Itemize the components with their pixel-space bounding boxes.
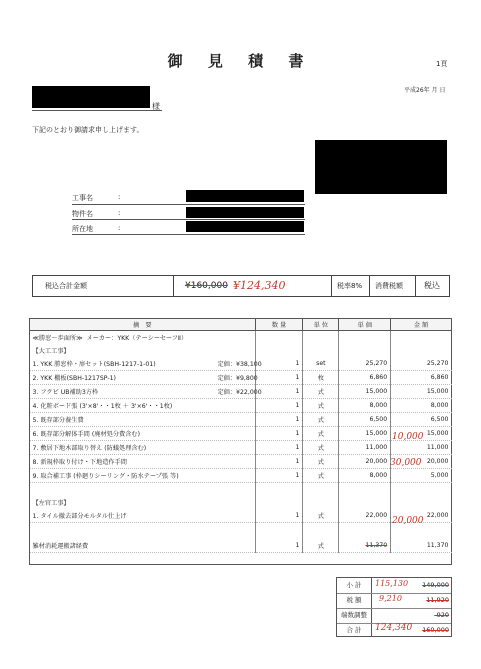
header-amount: 金 額 <box>391 319 452 331</box>
table-heading-row <box>30 331 452 345</box>
tax-label: 消費税額 <box>375 282 403 290</box>
summary-box <box>336 577 452 637</box>
property-colon: : <box>118 209 121 217</box>
item-desc <box>30 441 256 455</box>
tax-amount-label: 税 額 <box>346 596 362 604</box>
item-desc <box>30 357 262 371</box>
section-plastering: 【左官工事】 <box>32 500 70 507</box>
item-desc-text: 7. 敷居下地木部取り替え (防蟻処理含む) <box>32 445 147 452</box>
item-amount: 15,000 <box>391 385 452 399</box>
item-list-price: 定価：¥9,800 <box>217 375 258 382</box>
item-desc-text: 4. 化粧ボード張 (3'×8'・・1枚 ＋ 3'×6'・・1枚) <box>32 403 173 410</box>
section-row <box>30 496 452 509</box>
item-price: 6,500 <box>339 413 391 427</box>
table-row <box>30 427 452 441</box>
table-row <box>30 399 452 413</box>
property-underline <box>72 219 305 220</box>
item-qty: 1 <box>255 427 303 441</box>
item-unit: 式 <box>303 441 339 455</box>
item-price: 22,000 <box>339 509 391 523</box>
table-row <box>30 539 452 553</box>
item-list-price: 定価：¥38,100 <box>217 361 262 368</box>
item-desc-text: 5. 既存部分養生費 <box>32 417 84 424</box>
recipient-underline <box>32 110 162 111</box>
item-desc-text: 2. YKK 棚板(SBH-1217SP-1) <box>32 375 116 382</box>
item-unit: 式 <box>303 509 339 523</box>
item-amount: 5,000 <box>391 469 452 483</box>
adjust-row <box>337 608 451 624</box>
item-unit: 式 <box>303 413 339 427</box>
adjust-label: 端数調整 <box>341 611 367 619</box>
item-qty: 1 <box>255 413 303 427</box>
redacted-issuer <box>315 140 447 194</box>
redacted-project <box>186 190 304 202</box>
items-table <box>29 318 452 553</box>
item-unit: 式 <box>303 427 339 441</box>
item-unit: set <box>303 357 339 371</box>
item-price: 8,000 <box>339 469 391 483</box>
item-amount: 6,860 <box>391 371 452 385</box>
tax-value: 税込 <box>424 281 440 290</box>
property-label: 物件名 <box>72 210 93 218</box>
item-qty: 1 <box>255 509 303 523</box>
item-desc <box>30 455 256 469</box>
item-qty: 1 <box>255 469 303 483</box>
item-amount: 25,270 <box>391 357 452 371</box>
address-underline <box>72 234 305 235</box>
item-desc-text: 9. 取合補工事 (枠廻りシーリング・防水テープ張 等) <box>32 473 179 480</box>
total-amount-handwritten: ¥124,340 <box>233 279 286 292</box>
item-qty: 1 <box>255 385 303 399</box>
item-qty: 1 <box>255 455 303 469</box>
table-row <box>30 441 452 455</box>
page-number: 1頁 <box>436 60 448 68</box>
item-price: 25,270 <box>339 357 391 371</box>
tax-amount-value: 11,920 <box>426 596 449 604</box>
project-label: 工事名 <box>72 194 93 202</box>
issue-date: 平成26年 月 日 <box>404 87 446 94</box>
address-label: 所在地 <box>72 225 93 233</box>
redacted-address <box>186 221 304 232</box>
item-price: 15,000 <box>339 427 391 441</box>
item-unit: 枚 <box>303 371 339 385</box>
room-heading: ≪勝窓〜歩面所≫ <box>32 335 83 342</box>
header-qty: 数 量 <box>255 319 303 331</box>
item-amount: 15,000 <box>391 427 452 441</box>
misc-desc: 雑材消耗運搬諸経費 <box>30 539 256 553</box>
project-underline <box>72 204 305 205</box>
handwritten-row8: 30,000 <box>390 458 422 468</box>
grand-total-handwritten: 124,340 <box>375 623 413 633</box>
item-price: 15,000 <box>339 385 391 399</box>
handwritten-left1: 20,000 <box>392 516 424 526</box>
item-desc <box>30 413 256 427</box>
grand-total-label: 合 計 <box>346 626 362 634</box>
misc-amount: 11,370 <box>391 539 452 553</box>
table-row <box>30 385 452 399</box>
grand-total-value: 160,000 <box>422 626 449 634</box>
item-qty: 1 <box>255 371 303 385</box>
misc-unit: 式 <box>303 539 339 553</box>
total-label: 税込合計金額 <box>45 282 87 290</box>
item-unit: 式 <box>303 385 339 399</box>
tax-handwritten: 9,210 <box>379 594 402 603</box>
item-desc <box>30 385 262 399</box>
item-desc <box>30 469 256 483</box>
total-amount-box <box>32 275 450 297</box>
table-row <box>30 371 452 385</box>
item-desc-text: 1. YKK 勝窓枠・扉セット(SBH-1217-1-01) <box>32 361 156 368</box>
section-row <box>30 344 452 357</box>
item-qty: 1 <box>255 357 303 371</box>
recipient-honorific: 様 <box>152 102 160 111</box>
grand-total-row <box>337 623 451 638</box>
intro-text: 下記のとおり御請求申し上げます。 <box>32 126 144 134</box>
address-colon: : <box>118 224 121 232</box>
table-row <box>30 509 452 523</box>
maker-note: メーカー：YKK（テーシーセーフⅡ） <box>86 335 188 342</box>
table-row <box>30 455 452 469</box>
item-price: 6,860 <box>339 371 391 385</box>
item-amount: 20,000 <box>391 455 452 469</box>
project-colon: : <box>118 193 121 201</box>
item-desc-text: 1. タイル撤去部分モルタル仕上げ <box>32 513 127 520</box>
tax-row <box>337 593 451 609</box>
item-amount: 8,000 <box>391 399 452 413</box>
item-unit: 式 <box>303 455 339 469</box>
redacted-recipient <box>32 86 150 108</box>
total-amount: ¥160,000 <box>185 281 228 291</box>
item-list-price: 定価：¥22,000 <box>217 389 262 396</box>
document-title: 御 見 積 書 <box>167 52 314 70</box>
item-desc <box>30 399 256 413</box>
header-desc: 摘 要 <box>30 319 256 331</box>
subtotal-row <box>337 578 451 594</box>
item-qty: 1 <box>255 399 303 413</box>
item-desc-text: 6. 既存部分解体手間 (廃材処分費含む) <box>32 431 140 438</box>
misc-qty: 1 <box>255 539 303 553</box>
item-price: 8,000 <box>339 399 391 413</box>
adjust-value: -920 <box>434 611 449 619</box>
table-row <box>30 469 452 483</box>
table-row <box>30 413 452 427</box>
tax-rate: 税率8% <box>337 282 363 290</box>
item-unit: 式 <box>303 469 339 483</box>
section-carpentry: 【大工工事】 <box>32 348 70 355</box>
subtotal-handwritten: 115,130 <box>375 579 409 588</box>
item-price: 11,000 <box>339 441 391 455</box>
table-row <box>30 357 452 371</box>
header-price: 単 価 <box>339 319 391 331</box>
item-amount: 11,000 <box>391 441 452 455</box>
subtotal-value: 149,000 <box>422 581 449 589</box>
item-price: 20,000 <box>339 455 391 469</box>
item-qty: 1 <box>255 441 303 455</box>
redacted-property <box>186 207 304 218</box>
item-desc-text: 3. フクビ UB補助3方枠 <box>32 389 99 396</box>
handwritten-row6: 10,000 <box>392 432 424 442</box>
item-amount: 6,500 <box>391 413 452 427</box>
item-desc <box>30 509 256 523</box>
subtotal-label: 小 計 <box>346 581 362 589</box>
header-unit: 単 位 <box>303 319 339 331</box>
item-desc <box>30 371 256 385</box>
item-amount: 22,000 <box>391 509 452 523</box>
item-desc-text: 8. 新規枠取り付け・下地造作手間 <box>32 459 127 466</box>
item-desc <box>30 427 256 441</box>
item-unit: 式 <box>303 399 339 413</box>
misc-price: 11,370 <box>339 539 391 553</box>
